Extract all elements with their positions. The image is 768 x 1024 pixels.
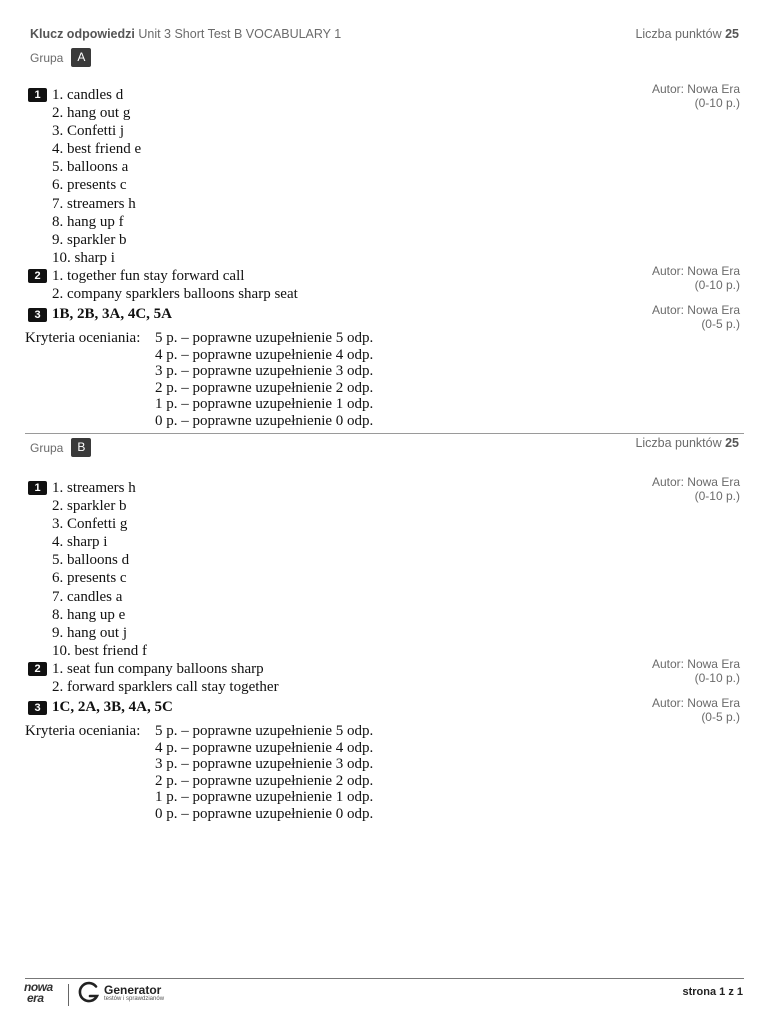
list-item: 8. hang up e bbox=[52, 606, 126, 623]
group-letter-badge: B bbox=[71, 438, 91, 457]
page-number: strona 1 z 1 bbox=[682, 986, 743, 998]
task-number-badge: 2 bbox=[28, 662, 47, 676]
list-item: 3. Confetti g bbox=[52, 516, 128, 533]
list-item: 5 p. – poprawne uzupełnienie 5 odp. bbox=[155, 330, 374, 346]
group-b-label: Grupa B bbox=[30, 438, 91, 457]
list-item: 3. Confetti j bbox=[52, 123, 125, 140]
answer-list bbox=[52, 660, 279, 696]
list-item: 6. presents c bbox=[52, 570, 127, 587]
logo-separator bbox=[68, 984, 69, 1006]
list-item: 1 p. – poprawne uzupełnienie 1 odp. bbox=[155, 789, 374, 806]
answer-list bbox=[52, 86, 141, 267]
footer-divider bbox=[25, 978, 744, 979]
task-author: Autor: Nowa Era (0-10 p.) bbox=[651, 657, 740, 685]
task-number-badge: 3 bbox=[28, 701, 47, 715]
generator-logo-text: Generator bbox=[104, 983, 162, 997]
task-number-badge: 3 bbox=[28, 308, 47, 322]
list-item: 2. sparkler b bbox=[52, 498, 127, 515]
criteria-list bbox=[155, 723, 373, 823]
title-rest: Unit 3 Short Test B VOCABULARY 1 bbox=[138, 27, 342, 41]
list-item: 1 p. – poprawne uzupełnienie 1 odp. bbox=[155, 396, 374, 413]
generator-g-icon bbox=[78, 981, 100, 1005]
list-item: 9. hang out j bbox=[52, 624, 127, 641]
list-item: 2. forward sparklers call stay together bbox=[52, 679, 279, 696]
document-title bbox=[30, 27, 341, 41]
title-bold: Klucz odpowiedzi bbox=[30, 27, 135, 41]
criteria-label: Kryteria oceniania: bbox=[25, 723, 141, 739]
list-item: 3 p. – poprawne uzupełnienie 3 odp. bbox=[155, 363, 374, 380]
task-answer: 1B, 2B, 3A, 4C, 5A bbox=[52, 306, 173, 322]
list-item: 5. balloons a bbox=[52, 159, 129, 176]
group-divider bbox=[25, 433, 744, 434]
list-item: 1. seat fun company balloons sharp bbox=[52, 661, 264, 677]
list-item: 2 p. – poprawne uzupełnienie 2 odp. bbox=[155, 379, 374, 396]
task-number-badge: 2 bbox=[28, 269, 47, 283]
list-item: 4 p. – poprawne uzupełnienie 4 odp. bbox=[155, 346, 374, 363]
task-number-badge: 1 bbox=[28, 481, 47, 495]
list-item: 10. best friend f bbox=[52, 642, 147, 659]
list-item: 1. together fun stay forward call bbox=[52, 268, 245, 284]
list-item: 2. hang out g bbox=[52, 105, 131, 122]
list-item: 7. candles a bbox=[52, 588, 123, 605]
task-author: Autor: Nowa Era (0-10 p.) bbox=[651, 475, 740, 503]
criteria-label: Kryteria oceniania: bbox=[25, 330, 141, 346]
list-item: 2 p. – poprawne uzupełnienie 2 odp. bbox=[155, 772, 374, 789]
list-item: 5 p. – poprawne uzupełnienie 5 odp. bbox=[155, 723, 374, 739]
list-item: 1. candles d bbox=[52, 87, 124, 103]
answer-list bbox=[52, 267, 298, 303]
list-item: 1. streamers h bbox=[52, 480, 136, 496]
task-answer: 1C, 2A, 3B, 4A, 5C bbox=[52, 699, 173, 715]
group-a-label: Grupa A bbox=[30, 48, 91, 67]
list-item: 9. sparkler b bbox=[52, 231, 127, 248]
answer-list bbox=[52, 479, 147, 660]
list-item: 7. streamers h bbox=[52, 195, 136, 212]
task-author: Autor: Nowa Era (0-10 p.) bbox=[651, 264, 740, 292]
list-item: 4 p. – poprawne uzupełnienie 4 odp. bbox=[155, 739, 374, 756]
list-item: 8. hang up f bbox=[52, 213, 124, 230]
group-b-points: Liczba punktów 25 bbox=[635, 436, 739, 450]
list-item: 3 p. – poprawne uzupełnienie 3 odp. bbox=[155, 756, 374, 773]
list-item: 2. company sparklers balloons sharp seat bbox=[52, 286, 298, 303]
total-points: Liczba punktów 25 bbox=[635, 27, 739, 41]
list-item: 10. sharp i bbox=[52, 249, 115, 266]
task-author: Autor: Nowa Era (0-10 p.) bbox=[651, 82, 740, 110]
generator-logo-subtitle: testów i sprawdzianów bbox=[104, 996, 165, 1002]
list-item: 0 p. – poprawne uzupełnienie 0 odp. bbox=[155, 412, 374, 429]
criteria-list bbox=[155, 330, 373, 430]
list-item: 4. best friend e bbox=[52, 141, 142, 158]
task-author: Autor: Nowa Era (0-5 p.) bbox=[651, 696, 740, 724]
list-item: 6. presents c bbox=[52, 177, 127, 194]
list-item: 5. balloons d bbox=[52, 552, 130, 569]
task-number-badge: 1 bbox=[28, 88, 47, 102]
list-item: 0 p. – poprawne uzupełnienie 0 odp. bbox=[155, 805, 374, 822]
task-author: Autor: Nowa Era (0-5 p.) bbox=[651, 303, 740, 331]
group-letter-badge: A bbox=[71, 48, 91, 67]
list-item: 4. sharp i bbox=[52, 534, 108, 551]
nowa-era-logo: nowa era bbox=[24, 980, 53, 1005]
